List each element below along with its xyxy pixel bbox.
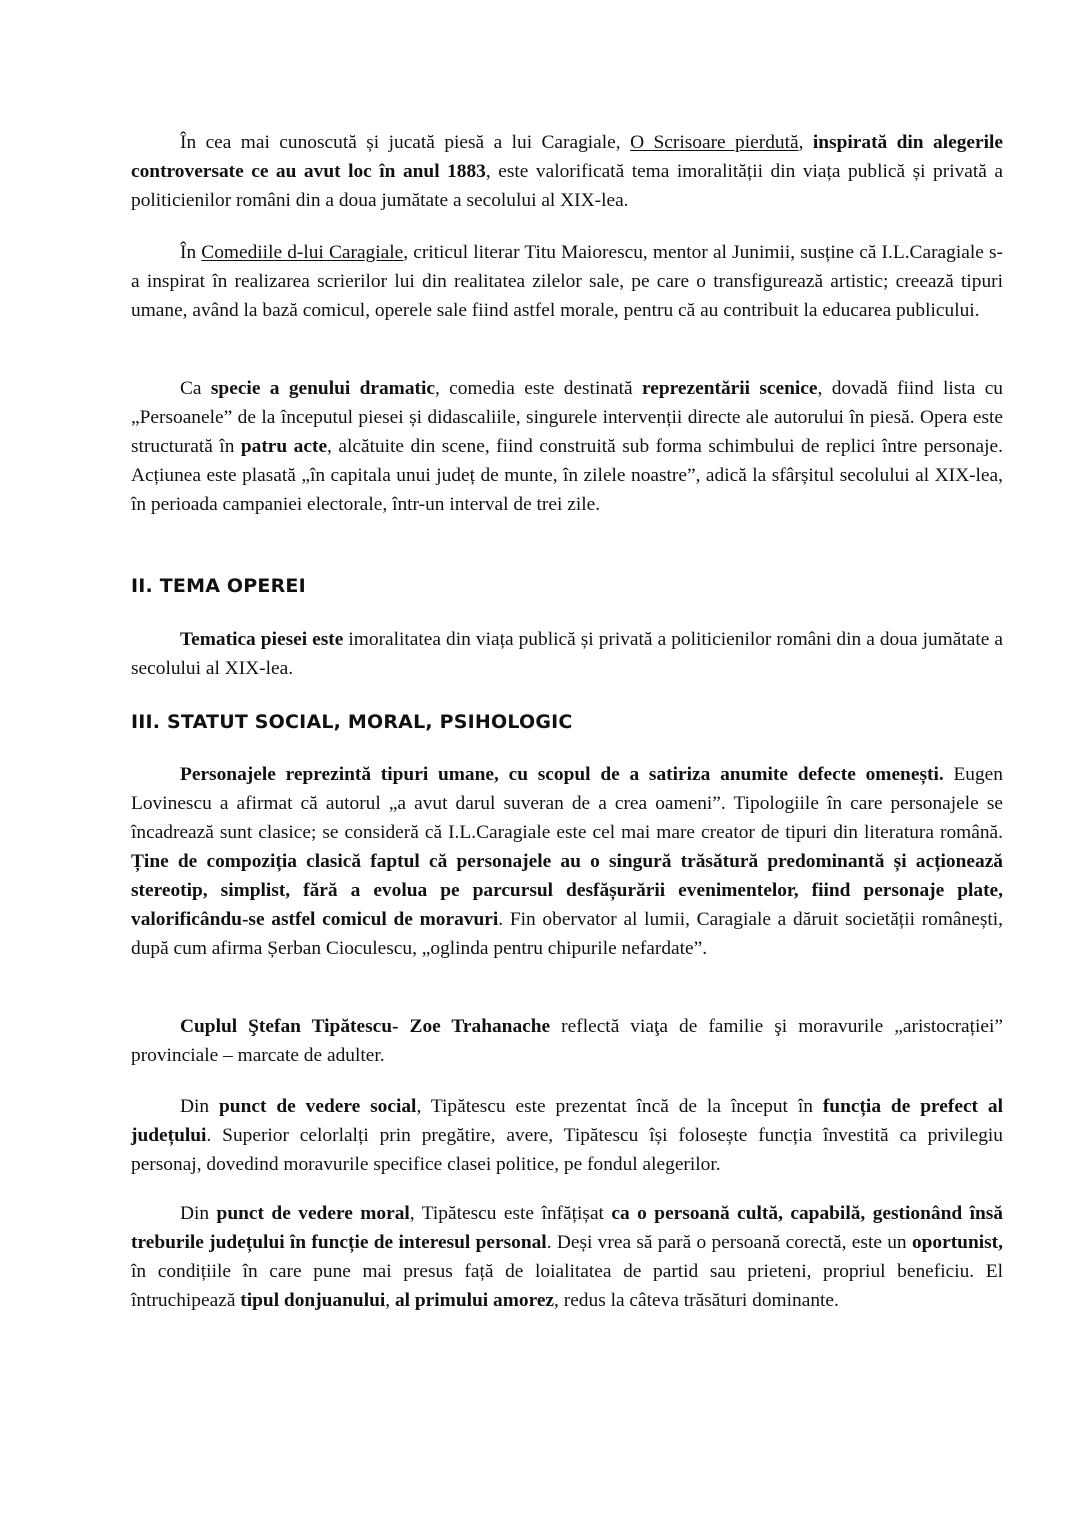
bold-text-run: Ține de compoziția clasică faptul că personajele au o singură trăsătură predominantă și acționează stereotip, simplist, fără a evolua pe parcursul desfășurării evenimentelor, fiind personaje plate, valorificându-se astfel comicul de moravuri xyxy=(131,851,1003,930)
bold-text-run: ca o persoană cultă, capabilă, gestionând însă treburile județului în funcție de interesul personal xyxy=(131,1203,1003,1253)
paragraph-statut-moral xyxy=(131,1199,1003,1315)
text-run: . Deși vrea să pară o persoană corectă, este un xyxy=(546,1232,912,1253)
paragraph-statut-social xyxy=(131,1092,1003,1179)
text-run: , este valorificată tema imoralității din viața publică și privată a politicienilor români din a doua jumătate a secolului al XIX-lea. xyxy=(131,161,1003,211)
section-heading-statut: III. STATUT SOCIAL, MORAL, PSIHOLOGIC xyxy=(131,711,573,733)
text-run: reflectă viaţa de familie şi moravurile „aristocrației” provinciale – marcate de adulter. xyxy=(131,1016,1004,1066)
text-run: Ca xyxy=(180,378,211,399)
bold-text-run: tipul donjuanului xyxy=(240,1290,386,1311)
text-run: , alcătuite din scene, fiind construită sub forma schimbului de replici între personaje. Acțiunea este plasată „în capitala unui județ de munte, în zilele noastre”, adică la sfârșitul secolului al XIX-lea, în perioada campaniei electorale, într-un interval de trei zile. xyxy=(131,436,1003,515)
text-run: , criticul literar Titu Maiorescu, mentor al Junimii, susține că I.L.Caragiale s-a inspirat în realizarea scrierilor lui din realitatea zilelor sale, pe care o transfigurează artistic; creează tipuri umane, având la bază comicul, operele sale fiind astfel morale, pentru că au contribuit la educarea publicului. xyxy=(131,242,1003,321)
text-run: în condițiile în care pune mai presus față de loialitatea de partid sau prieteni, propriul beneficiu. El întruchipează xyxy=(131,1261,1003,1311)
bold-text-run: punct de vedere moral xyxy=(216,1203,410,1224)
bold-text-run: punct de vedere social xyxy=(219,1096,417,1117)
paragraph-maiorescu xyxy=(131,238,1003,325)
text-run: Eugen Lovinescu a afirmat că autorul „a avut darul suveran de a crea oameni”. Tipologiile în care personajele se încadrează sunt clasice; se consideră că I.L.Caragiale este cel mai mare creator de tipuri din literatura română. xyxy=(131,764,1003,843)
bold-text-run: funcția de prefect al județului xyxy=(131,1096,1004,1146)
text-run: , Tipătescu este prezentat încă de la început în xyxy=(416,1096,823,1117)
bold-text-run: Tematica piesei este xyxy=(180,629,344,650)
paragraph-specie-dramatica xyxy=(131,374,1003,519)
text-run: , redus la câteva trăsături dominante. xyxy=(554,1290,839,1311)
text-run: , xyxy=(798,132,813,153)
bold-text-run: al primului amorez xyxy=(394,1290,555,1311)
bold-text-run: Cuplul Ştefan Tipătescu- Zoe Trahanache xyxy=(180,1016,551,1037)
paragraph-intro-scrisoare xyxy=(131,128,1003,215)
bold-text-run: inspirată din alegerile controversate ce au avut loc în anul 1883 xyxy=(131,132,1003,182)
underlined-title-run: O Scrisoare pierdută xyxy=(630,132,799,153)
text-run: . Superior celorlalți prin pregătire, avere, Tipătescu își folosește funcția învestită ca privilegiu personaj, dovedind moravurile specifice clasei politice, pe fondul alegerilor. xyxy=(131,1125,1003,1175)
bold-text-run: reprezentării scenice xyxy=(641,378,818,399)
text-run: , comedia este destinată xyxy=(434,378,642,399)
bold-text-run: patru acte xyxy=(240,436,328,457)
text-run: Din xyxy=(180,1096,220,1117)
section-heading-tema: II. TEMA OPEREI xyxy=(131,575,306,597)
bold-text-run: Personajele reprezintă tipuri umane, cu scopul de a satiriza anumite defecte omenești. xyxy=(180,764,944,785)
bold-text-run: oportunist, xyxy=(911,1232,1003,1253)
text-run: Din xyxy=(180,1203,217,1224)
text-run: imoralitatea din viața publică și privată a politicienilor români din a doua jumătate a secolului al XIX-lea. xyxy=(131,629,1004,679)
text-run: , xyxy=(385,1290,395,1311)
text-run: , dovadă fiind lista cu „Persoanele” de la începutul piesei și didascaliile, singurele intervenții directe ale autorului în piesă. Opera este structurată în xyxy=(131,378,1004,457)
bold-text-run: specie a genului dramatic xyxy=(210,378,435,399)
text-run: În cea mai cunoscută și jucată piesă a lui Caragiale, xyxy=(180,132,631,153)
paragraph-tematica xyxy=(131,625,1003,683)
text-run: , Tipătescu este înfățișat xyxy=(409,1203,612,1224)
paragraph-cuplul xyxy=(131,1012,1003,1070)
text-run: . Fin obervator al lumii, Caragiale a dăruit societății românești, după cum afirma Șerban Cioculescu, „oglinda pentru chipurile nefardate”. xyxy=(131,909,1004,959)
underlined-title-run: Comediile d-lui Caragiale xyxy=(201,242,404,263)
text-run: În xyxy=(180,242,202,263)
paragraph-personaje xyxy=(131,760,1003,963)
